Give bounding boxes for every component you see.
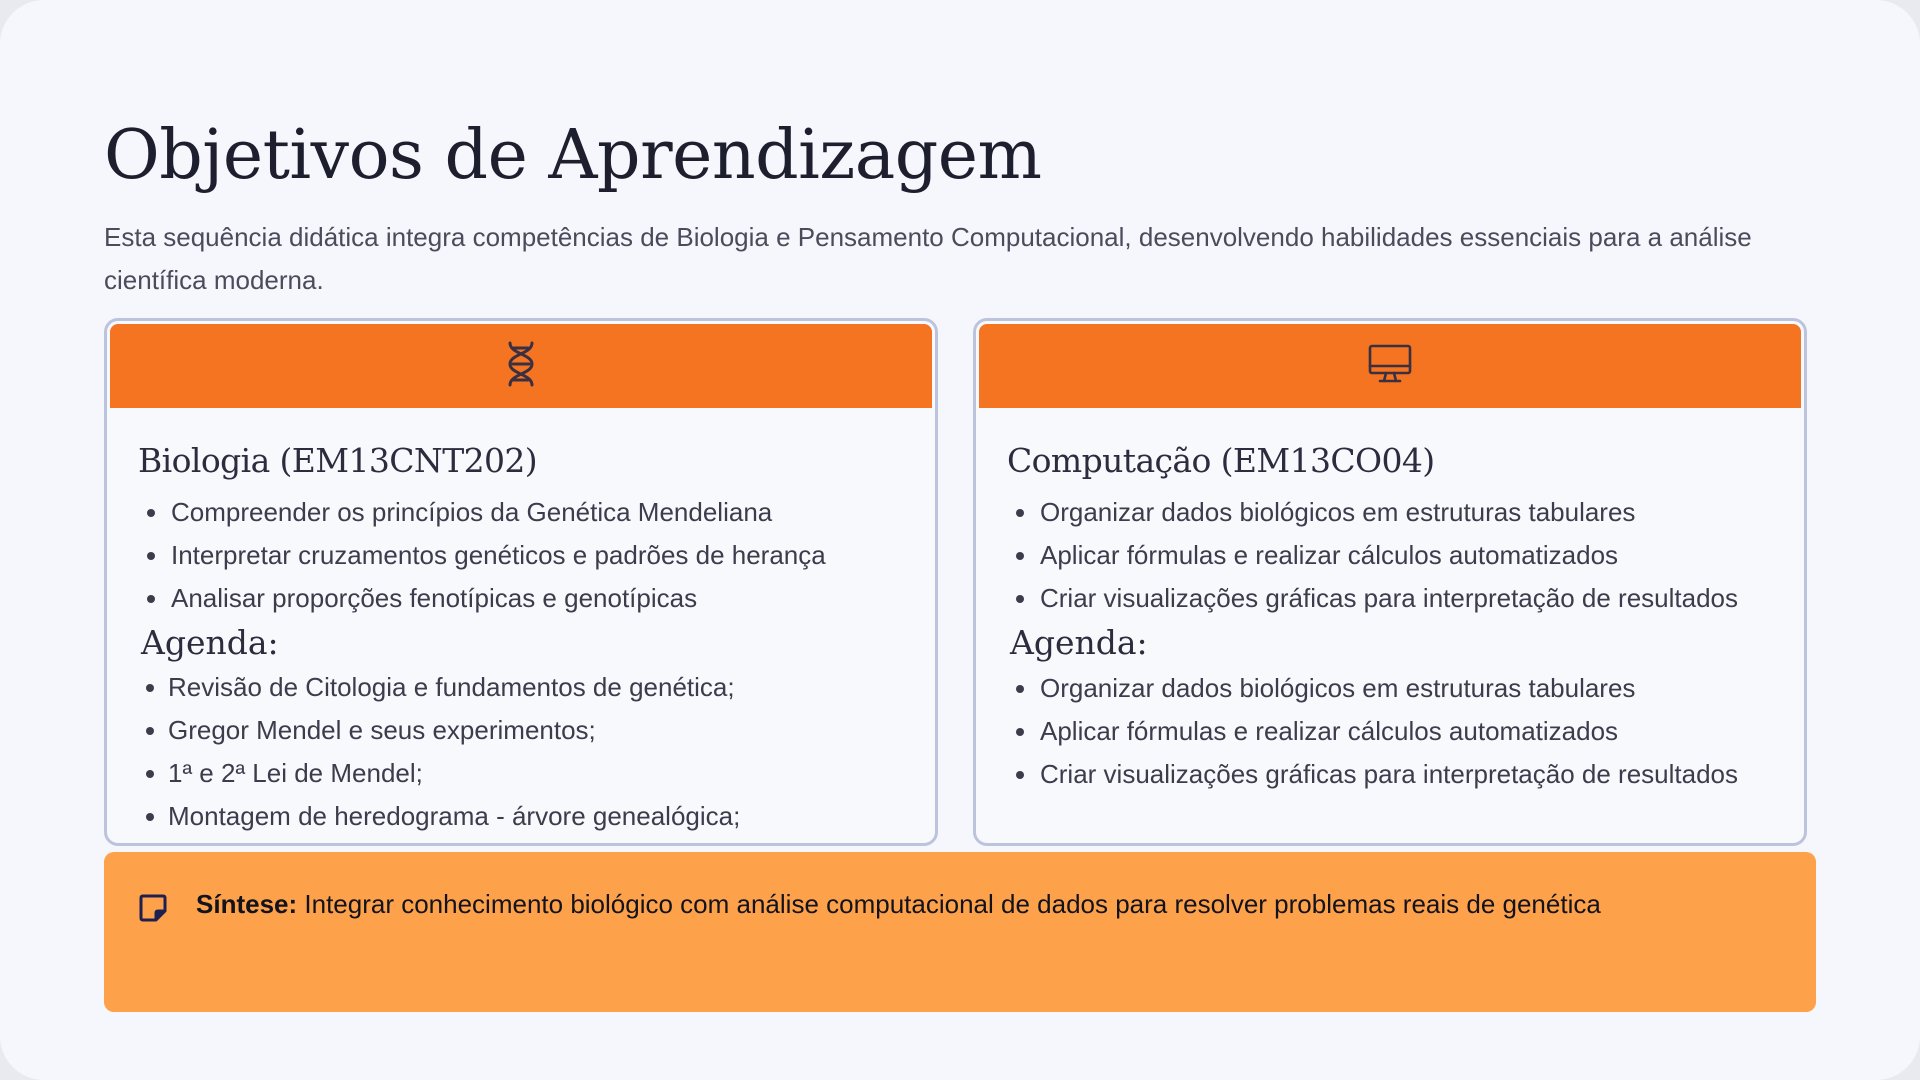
biology-card xyxy=(104,318,938,846)
page-title: Objetivos de Aprendizagem xyxy=(104,116,1042,195)
sticky-note-icon xyxy=(138,893,168,928)
list-item: Organizar dados biológicos em estruturas tabulares xyxy=(1040,491,1738,534)
computing-card-header xyxy=(979,324,1801,408)
list-item: 1ª e 2ª Lei de Mendel; xyxy=(168,752,740,795)
list-item: Analisar proporções fenotípicas e genotípicas xyxy=(171,577,826,620)
intro-text: Esta sequência didática integra competências de Biologia e Pensamento Computacional, desenvolvendo habilidades essenciais para a análise científica moderna. xyxy=(104,222,1752,295)
synthesis-banner xyxy=(104,852,1816,1012)
biology-card-header xyxy=(110,324,932,408)
list-item: Organizar dados biológicos em estruturas tabulares xyxy=(1040,667,1738,710)
list-item: Gregor Mendel e seus experimentos; xyxy=(168,709,740,752)
list-item: Interpretar cruzamentos genéticos e padrões de herança xyxy=(171,534,826,577)
list-item: Criar visualizações gráficas para interpretação de resultados xyxy=(1040,577,1738,620)
list-item: Compreender os princípios da Genética Mendeliana xyxy=(171,491,826,534)
computing-objectives-list xyxy=(1040,491,1738,620)
synthesis-text xyxy=(196,884,1601,924)
biology-agenda-list xyxy=(168,666,740,838)
list-item: Revisão de Citologia e fundamentos de genética; xyxy=(168,666,740,709)
computing-agenda-title: Agenda: xyxy=(1010,623,1148,662)
biology-objectives-list xyxy=(171,491,826,620)
list-item: Aplicar fórmulas e realizar cálculos automatizados xyxy=(1040,710,1738,753)
computing-card xyxy=(973,318,1807,846)
synthesis-body: Integrar conhecimento biológico com análise computacional de dados para resolver problemas reais de genética xyxy=(304,889,1601,919)
dna-icon xyxy=(501,340,541,393)
list-item: Montagem de heredograma - árvore genealógica; xyxy=(168,795,740,838)
biology-card-title: Biologia (EM13CNT202) xyxy=(138,441,538,480)
computing-agenda-list xyxy=(1040,667,1738,796)
synthesis-label: Síntese: xyxy=(196,889,298,919)
monitor-icon xyxy=(1367,343,1413,390)
list-item: Criar visualizações gráficas para interpretação de resultados xyxy=(1040,753,1738,796)
biology-agenda-title: Agenda: xyxy=(141,623,279,662)
computing-card-title: Computação (EM13CO04) xyxy=(1007,441,1435,480)
list-item: Aplicar fórmulas e realizar cálculos automatizados xyxy=(1040,534,1738,577)
